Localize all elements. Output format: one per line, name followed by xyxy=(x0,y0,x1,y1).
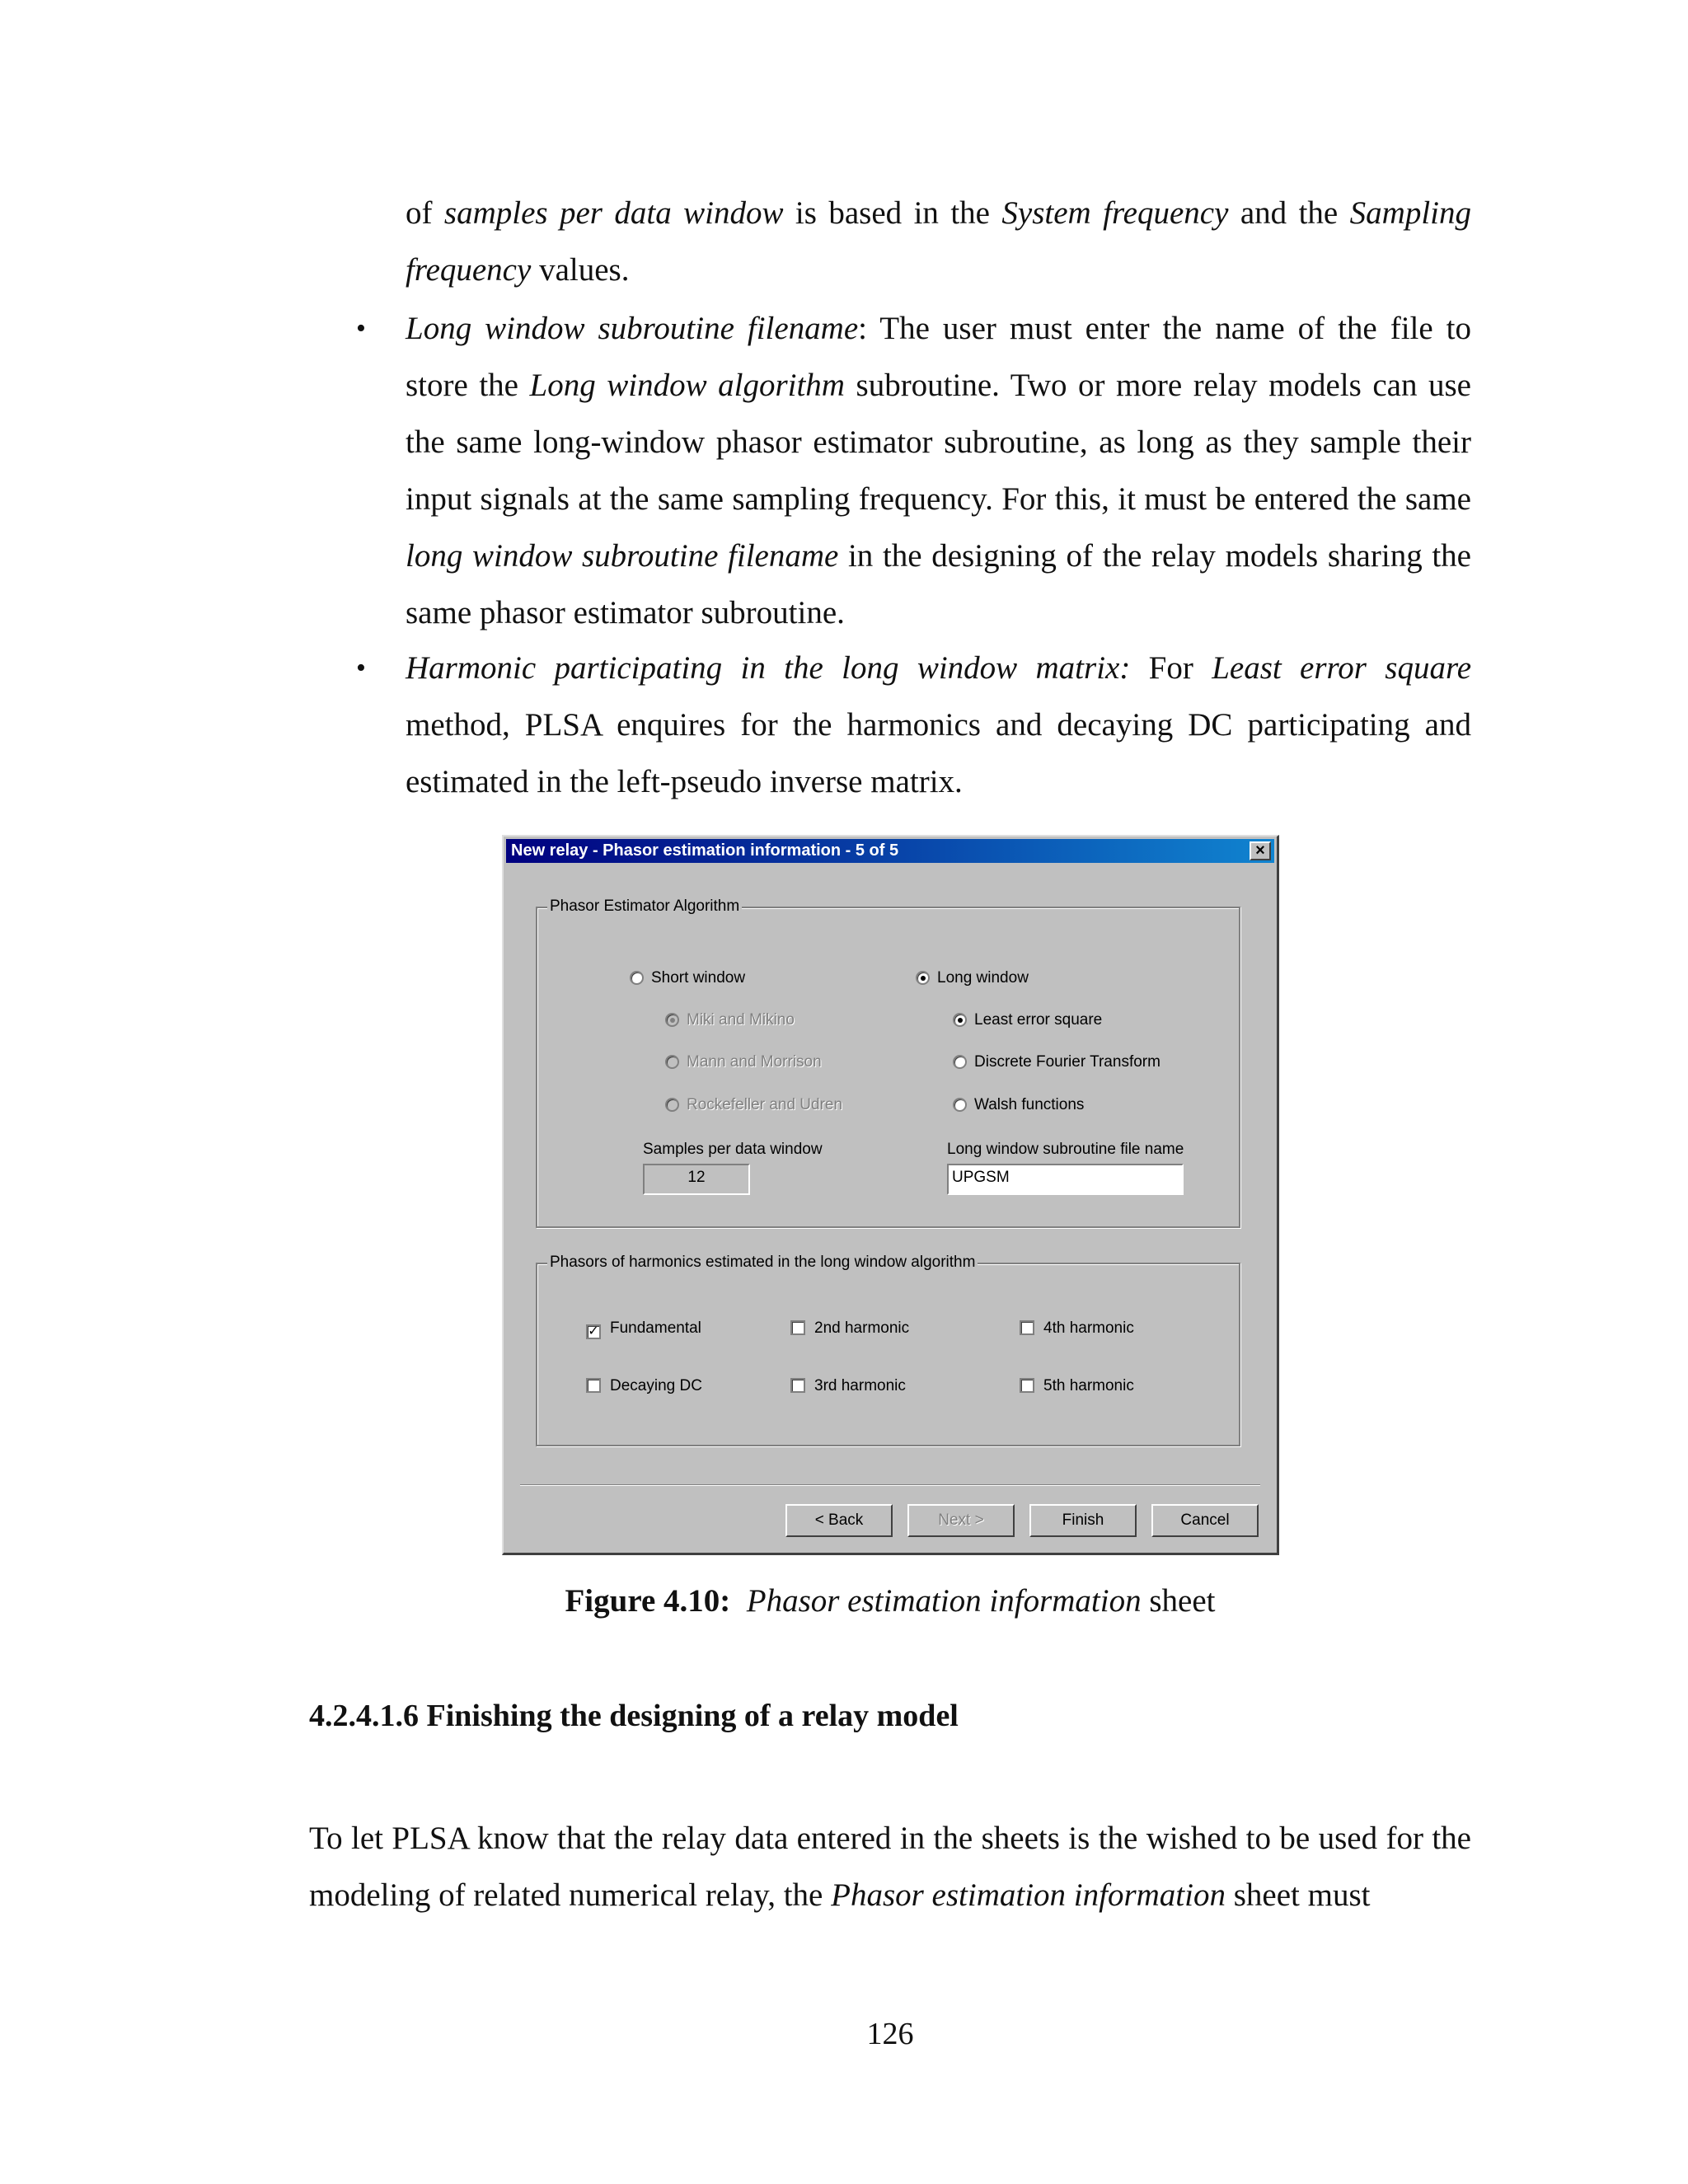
harmonic-2-checkbox[interactable]: 2nd harmonic xyxy=(790,1319,909,1338)
close-button[interactable] xyxy=(1250,841,1271,860)
checkbox-icon xyxy=(1020,1378,1034,1393)
radio-selected-icon xyxy=(665,1013,679,1027)
next-button[interactable]: Next > xyxy=(907,1504,1015,1537)
bullet-marker: • xyxy=(356,653,366,683)
long-window-radio[interactable]: Long window xyxy=(916,968,1029,988)
samples-per-window-field: 12 xyxy=(643,1164,750,1195)
bullet-item-harmonic-participating: Harmonic participating in the long window matrix: For Least error square method, PLSA enquires for the harmonics and decaying DC participating and estimated in the left-pseudo inverse matrix. xyxy=(406,650,1472,799)
least-error-square-radio[interactable]: Least error square xyxy=(953,1010,1102,1030)
subroutine-filename-label: Long window subroutine file name xyxy=(947,1141,1184,1158)
bullet-marker: • xyxy=(356,313,366,344)
radio-icon xyxy=(953,1098,967,1112)
subroutine-filename-input[interactable]: UPGSM xyxy=(947,1164,1184,1195)
paragraph-finishing: To let PLSA know that the relay data entered in the sheets is the wished to be used for the modeling of related numerical relay, the Phasor estimation information sheet must xyxy=(309,1821,1471,1913)
figure-caption: Figure 4.10: Phasor estimation information sheet xyxy=(565,1583,1216,1619)
mann-morrison-radio[interactable]: Mann and Morrison xyxy=(665,1052,822,1072)
checkbox-icon xyxy=(790,1378,805,1393)
button-separator xyxy=(520,1484,1260,1486)
miki-mikino-radio[interactable]: Miki and Mikino xyxy=(665,1010,795,1030)
group-label: Phasors of harmonics estimated in the long window algorithm xyxy=(547,1253,978,1272)
samples-per-window-label: Samples per data window xyxy=(643,1141,823,1158)
finish-button[interactable]: Finish xyxy=(1029,1504,1137,1537)
harmonic-4-checkbox[interactable]: 4th harmonic xyxy=(1020,1319,1134,1338)
dialog-title: New relay - Phasor estimation information - 5 of 5 xyxy=(511,841,899,860)
dft-radio[interactable]: Discrete Fourier Transform xyxy=(953,1052,1160,1072)
section-heading: 4.2.4.1.6 Finishing the designing of a relay model xyxy=(309,1699,959,1733)
cancel-button[interactable]: Cancel xyxy=(1151,1504,1259,1537)
phasor-estimation-dialog xyxy=(502,835,1279,1555)
checkbox-icon xyxy=(790,1320,805,1335)
fundamental-checkbox[interactable]: ✓ Fundamental xyxy=(586,1319,701,1339)
page-number: 126 xyxy=(866,2017,914,2051)
back-button[interactable]: < Back xyxy=(785,1504,893,1537)
radio-icon xyxy=(630,971,644,985)
walsh-functions-radio[interactable]: Walsh functions xyxy=(953,1095,1084,1115)
dialog-titlebar xyxy=(506,839,1274,863)
group-label: Phasor Estimator Algorithm xyxy=(547,897,742,916)
radio-icon xyxy=(665,1055,679,1069)
checkbox-checked-icon: ✓ xyxy=(586,1324,601,1339)
radio-icon xyxy=(665,1098,679,1112)
harmonic-5-checkbox[interactable]: 5th harmonic xyxy=(1020,1376,1134,1396)
radio-icon xyxy=(953,1055,967,1069)
decaying-dc-checkbox[interactable]: Decaying DC xyxy=(586,1376,702,1396)
checkbox-icon xyxy=(586,1378,601,1393)
short-window-radio[interactable]: Short window xyxy=(630,968,745,988)
paragraph-continuation: of samples per data window is based in the System frequency and the Sampling frequency values. xyxy=(406,195,1471,288)
harmonics-group xyxy=(536,1254,1240,1446)
radio-selected-icon xyxy=(953,1013,967,1027)
radio-selected-icon xyxy=(916,971,930,985)
checkbox-icon xyxy=(1020,1320,1034,1335)
close-icon: × xyxy=(1255,841,1265,860)
rockefeller-udren-radio[interactable]: Rockefeller and Udren xyxy=(665,1095,842,1115)
harmonic-3-checkbox[interactable]: 3rd harmonic xyxy=(790,1376,906,1396)
bullet-item-long-window-filename: Long window subroutine filename: The user must enter the name of the file to store the Long window algorithm subroutine. Two or more relay models can use the same long-window phasor estimator subroutine, as long as they sample their input signals at the same sampling frequency. For this, it must be entered the same long window subroutine filename in the designing of the relay models sharing the same phasor estimator subroutine. xyxy=(406,311,1471,630)
